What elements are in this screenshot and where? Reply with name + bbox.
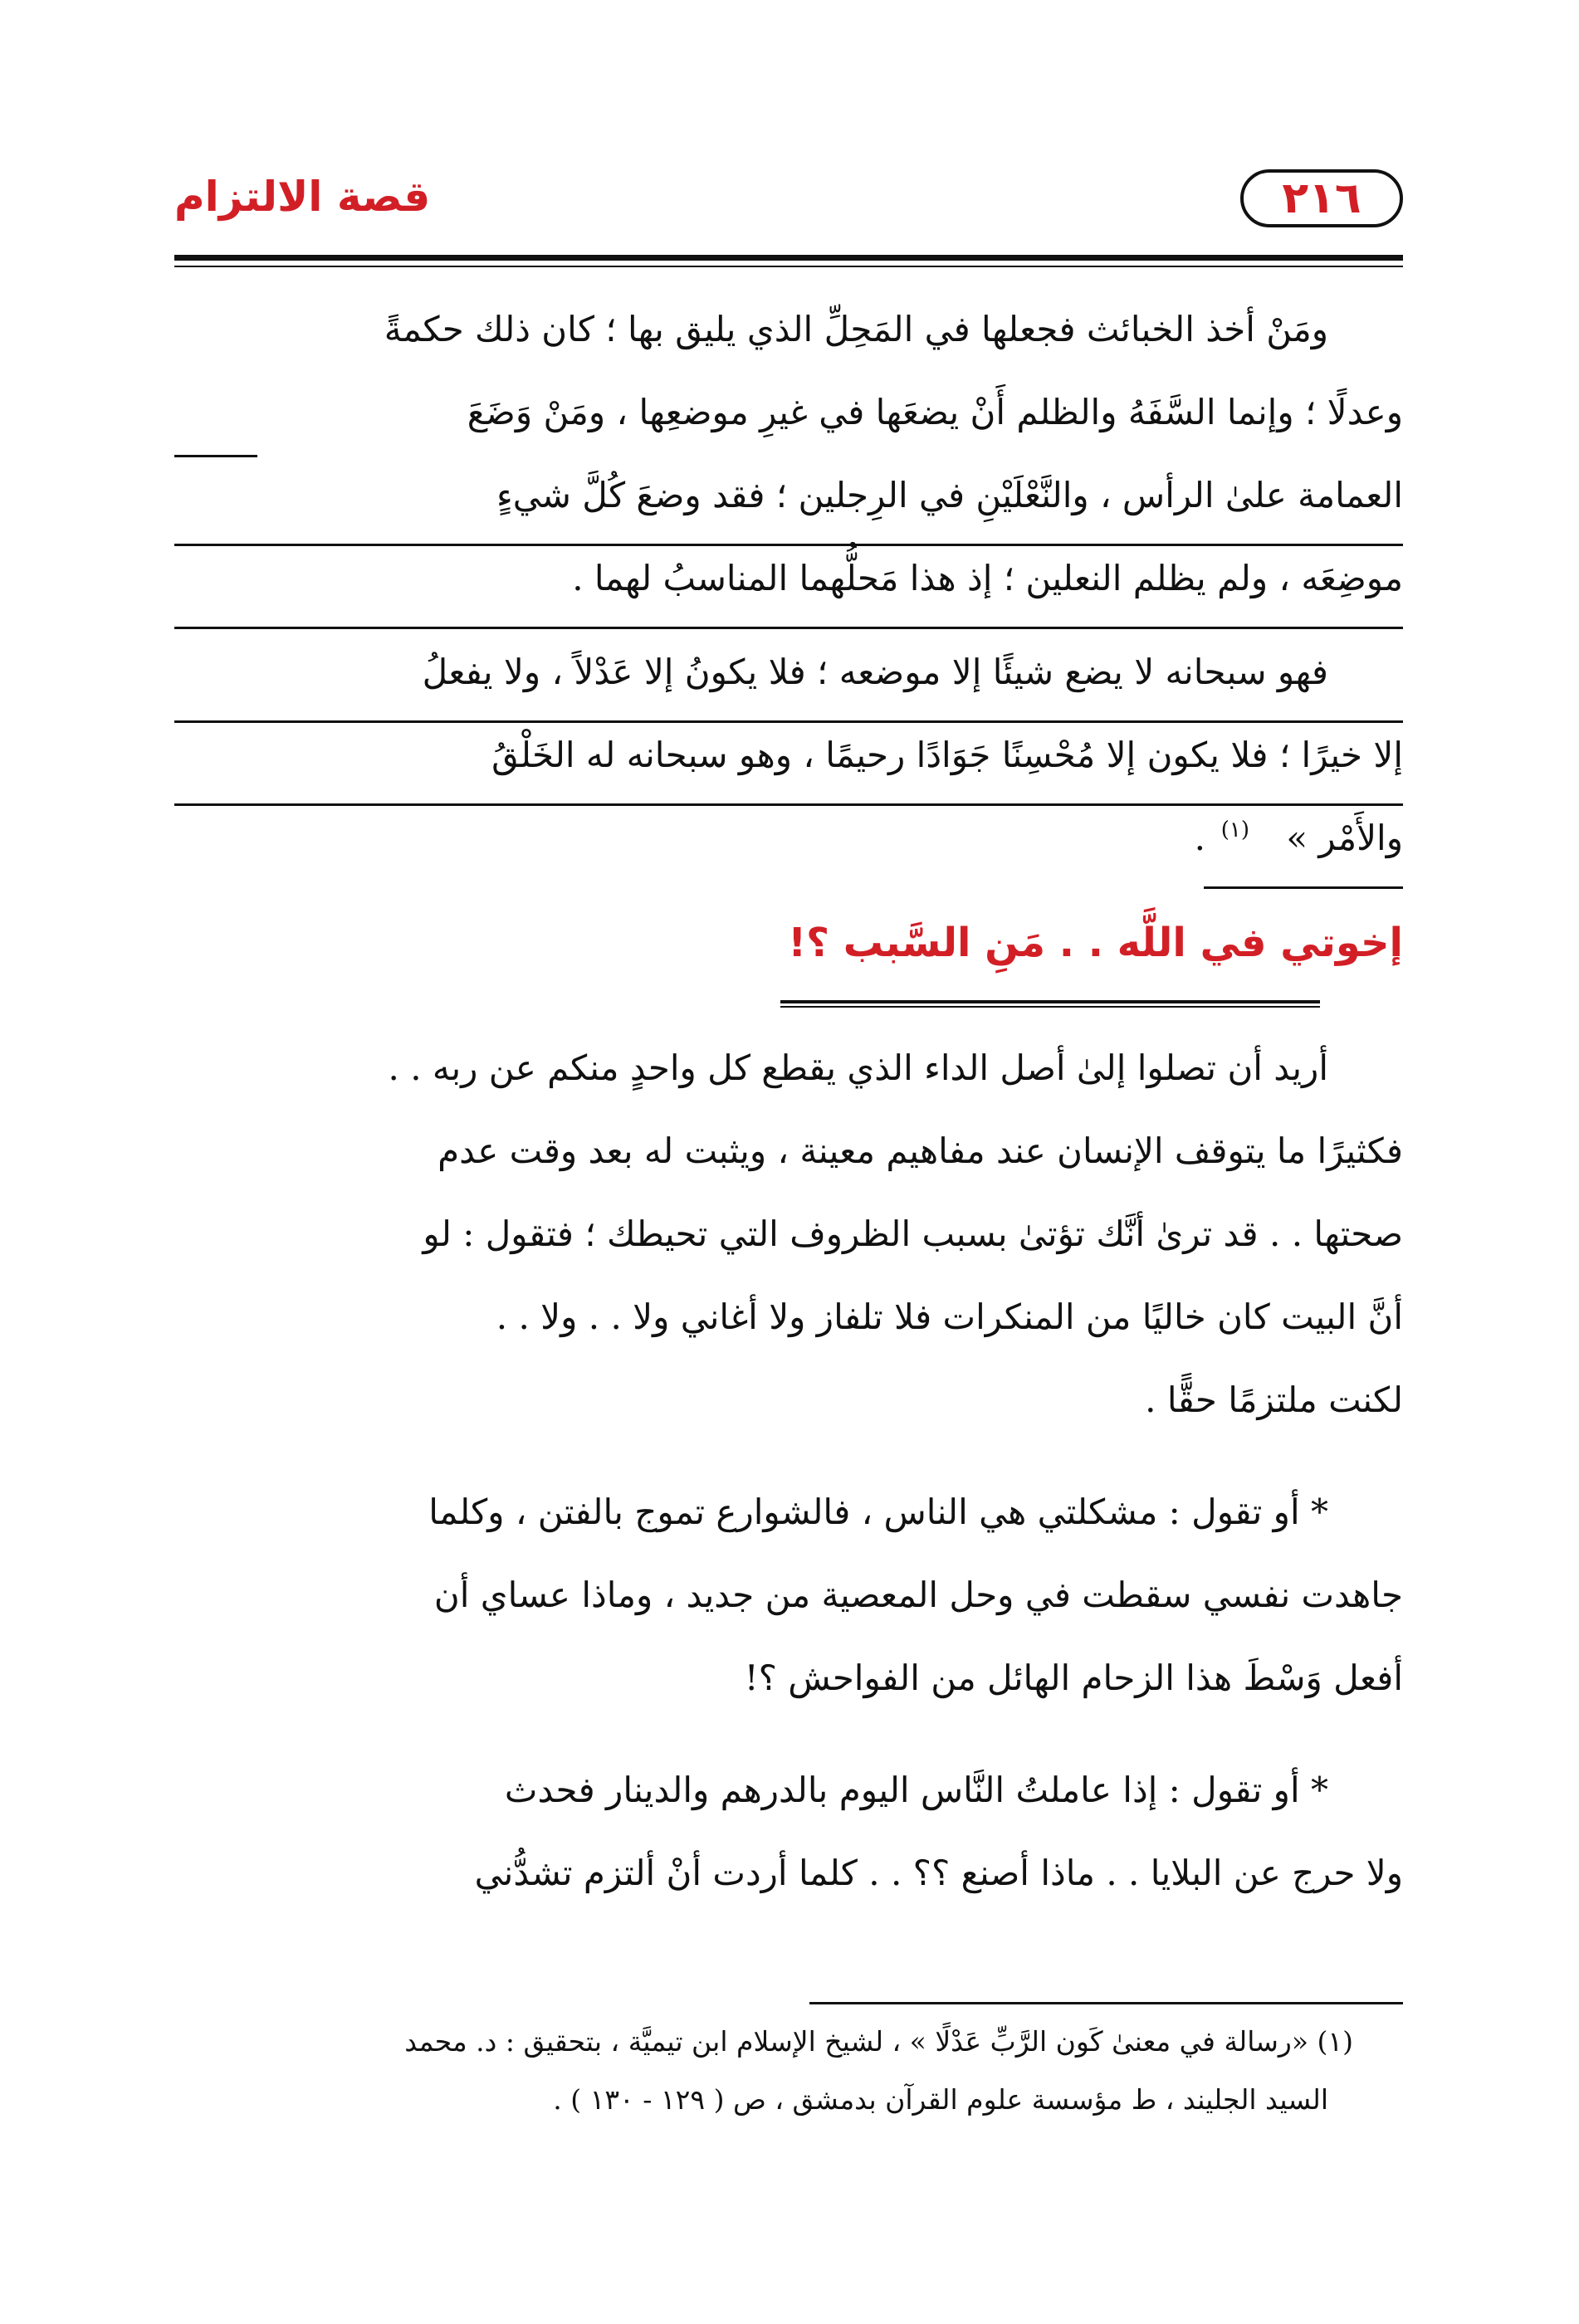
paragraph-line: فهو سبحانه لا يضع شيئًا إلا موضعه ؛ فلا يكونُ إلا عَدْلاً ، ولا يفعلُ bbox=[422, 652, 1328, 692]
footnote-marker: (١) bbox=[1220, 818, 1249, 842]
section-heading: إخوتي في اللَّه . . مَنِ السَّبب ؟! bbox=[788, 920, 1403, 966]
heading-underline bbox=[780, 1000, 1320, 1003]
footnote-line: السيد الجليند ، ط مؤسسة علوم القرآن بدمشق ، ص ( ١٢٩ - ١٣٠ ) . bbox=[553, 2083, 1328, 2116]
paragraph-line: فكثيرًا ما يتوقف الإنسان عند مفاهيم معينة ، ويثبت له بعد وقت عدم bbox=[438, 1130, 1403, 1171]
paragraph-line: ولا حرج عن البلايا . . ماذا أصنع ؟؟ . . كلما أردت أنْ ألتزم تشدُّني bbox=[474, 1853, 1403, 1893]
quote-end: والأَمْر » bbox=[1286, 818, 1403, 858]
paragraph-line: * أو تقول : إذا عاملتُ النَّاس اليوم بالدرهم والدينار فحدث bbox=[504, 1770, 1328, 1810]
paragraph-line: ومَنْ أخذ الخبائث فجعلها في المَحِلِّ الذي يليق بها ؛ كان ذلك حكمةً bbox=[384, 309, 1328, 349]
underline bbox=[174, 455, 257, 457]
book-title: قصة الالتزام bbox=[174, 173, 431, 221]
underline bbox=[1204, 886, 1403, 889]
footnote-line: (١) «رسالة في معنىٰ كَون الرَّبِّ عَدْلًا » ، لشيخ الإسلام ابن تيميَّة ، بتحقيق : د. محمد bbox=[404, 2025, 1353, 2058]
underline bbox=[174, 803, 1403, 806]
paragraph-line: جاهدت نفسي سقطت في وحل المعصية من جديد ، وماذا عساي أن bbox=[433, 1575, 1403, 1615]
underline bbox=[174, 544, 1403, 546]
footnote-separator bbox=[809, 2002, 1403, 2004]
heading-underline-thin bbox=[780, 1006, 1320, 1008]
page-number: ٢١٦ bbox=[1240, 169, 1403, 227]
paragraph-line: العمامة علىٰ الرأس ، والنَّعْلَيْنِ في الرِجلين ؛ فقد وضعَ كُلَّ شيءٍ bbox=[496, 475, 1403, 515]
paragraph-line: إلا خيرًا ؛ فلا يكون إلا مُحْسِنًا جَوَادًا رحيمًا ، وهو سبحانه له الخَلْقُ bbox=[491, 735, 1403, 775]
underline bbox=[174, 720, 1403, 723]
paragraph-line: أفعل وَسْطَ هذا الزحام الهائل من الفواحش ؟! bbox=[744, 1658, 1403, 1698]
paragraph-line: لكنت ملتزمًا حقًّا . bbox=[1145, 1379, 1403, 1420]
page-header bbox=[174, 166, 1403, 245]
paragraph-line: أريد أن تصلوا إلىٰ أصل الداء الذي يقطع كل واحدٍ منكم عن ربه . . bbox=[388, 1047, 1328, 1088]
paragraph-line: صحتها . . قد ترىٰ أنَّك تؤتىٰ بسبب الظروف التي تحيطك ؛ فتقول : لو bbox=[423, 1213, 1403, 1254]
header-rule bbox=[174, 255, 1403, 261]
paragraph-line: * أو تقول : مشكلتي هي الناس ، فالشوارع تموج بالفتن ، وكلما bbox=[428, 1492, 1328, 1532]
paragraph-line: أنَّ البيت كان خاليًا من المنكرات فلا تلفاز ولا أغاني ولا . . ولا . . bbox=[496, 1296, 1403, 1337]
period: . bbox=[1194, 818, 1205, 858]
underline bbox=[174, 627, 1403, 629]
header-rule-thin bbox=[174, 266, 1403, 267]
paragraph-line: موضِعَه ، ولم يظلم النعلين ؛ إذ هذا مَحلُّهما المناسبُ لهما . bbox=[572, 558, 1403, 598]
paragraph-line: وعدلًا ؛ وإنما السَّفَهُ والظلم أَنْ يضعَها في غيرِ موضعِها ، ومَنْ وَضَعَ bbox=[467, 392, 1403, 432]
